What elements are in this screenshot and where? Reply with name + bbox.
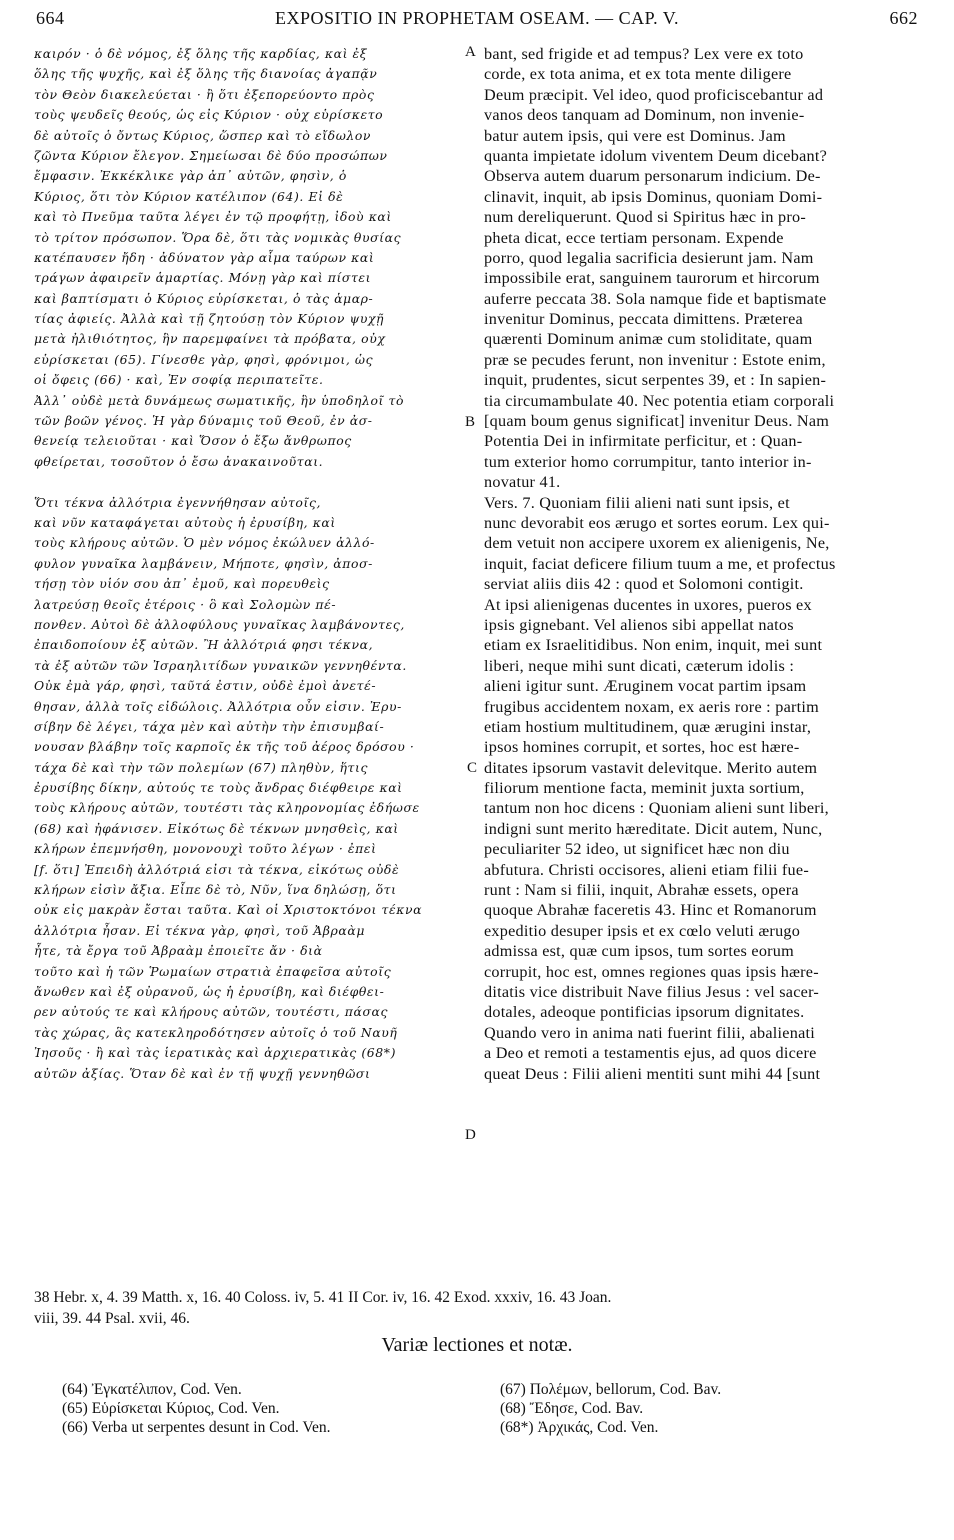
greek-text-line: τὸν Θεὸν διακελεύεται · ἢ ὅτι ἐξεπορεύοντο πρὸς (34, 86, 375, 102)
latin-text-line: præ se pecudes ferunt, non invenitur : Estote enim, (484, 350, 826, 369)
page-number-right: 662 (889, 8, 918, 28)
greek-text-line: μετὰ ἠλιθιότητος, ἣν παρεμφαίνει τὰ πρόβατα, οὐχ (34, 331, 386, 347)
latin-column (484, 44, 914, 1084)
greek-text-line: τοὺς κλήρους αὐτῶν, τουτέστι τὰς κληρονομίας ἐδήωσε (34, 800, 420, 816)
variant-note: (68) Ἔδησε, Cod. Bav. (500, 1400, 644, 1417)
greek-text-line: (68) καὶ ἠφάνισεν. Εἰκότως δὲ τέκνων μνησθεὶς, καὶ (34, 820, 399, 836)
latin-text-line: quoque Abrahæ faceretis 43. Hinc et Romanorum (484, 901, 817, 920)
greek-text-line: καὶ βαπτίσματι ὁ Κύριος εὑρίσκεται, ὁ τὰς ἁμαρ- (34, 290, 374, 306)
latin-text-line: tia circumambulate 40. Nec potentia etiam corporali (484, 391, 835, 410)
latin-text-line: abfutura. Christi occisores, alieni etiam filii fue- (484, 860, 809, 879)
latin-text-line: porro, quod legalia sacrificia desierunt jam. Nam (484, 248, 814, 267)
greek-text-line: τοὺς ψευδεῖς θεούς, ὡς εἰς Κύριον · οὐχ εὑρίσκετο (34, 107, 384, 123)
latin-text-line: clinavit, inquit, ab ipsis Dominus, quoniam Domi- (484, 187, 823, 206)
page-number-left: 664 (36, 8, 65, 28)
variant-note: (64) Ἐγκατέλιπον, Cod. Ven. (62, 1381, 242, 1398)
latin-text-line: Vers. 7. Quoniam filii alieni nati sunt ipsis, et (484, 493, 790, 512)
greek-text-line: κατέπαυσεν ἤδη · ἀδύνατον γὰρ αἷμα ταύρων καὶ (34, 249, 375, 265)
latin-text-line: etiam ex Israelitidibus. Non enim, inquit, mei sunt (484, 636, 823, 655)
latin-text-line: etiam hostium multitudinem, quæ ærugini instar, (484, 717, 812, 736)
greek-text-line: ρεν αὐτούς τε καὶ κλήρους αὐτῶν, τουτέστι, πάσας (34, 1004, 389, 1020)
latin-text-line: dem vetuit non accipere uxorem ex alienigenis, Ne, (484, 534, 830, 553)
latin-text-line: peculiariter 52 ideo, ut significet hæc non diu (484, 840, 790, 859)
latin-text-line: corrupit, hoc est, omnes regiones quas ipsis hære- (484, 962, 819, 981)
latin-text-line: Observa autem duarum personarum indicium. De- (484, 167, 821, 186)
margin-letter-b: B (465, 414, 476, 430)
greek-text-line: αὐτῶν ἀξίας. Ὅταν δὲ καὶ ἐν τῇ ψυχῇ γεννηθῶσι (34, 1065, 371, 1081)
latin-text-line: tum exterior homo corrumpitur, tanto interior in- (484, 452, 812, 471)
latin-text-line: corde, ex tota anima, et ex tota mente diligere (484, 65, 792, 84)
greek-text-line: τήσῃ τὸν υἱόν σου ἀπ᾽ ἐμοῦ, καὶ πορευθεὶς (34, 576, 330, 592)
greek-text-line: οὐκ εἰς μακρὰν ἔσται ταῦτα. Καὶ οἱ Χριστοκτόνοι τέκνα (34, 902, 423, 918)
greek-text-line: εὑρίσκεται (65). Γίνεσθε γὰρ, φησὶ, φρόνιμοι, ὡς (34, 351, 374, 367)
greek-text-line: τοῦτο καὶ ἡ τῶν Ῥωμαίων στρατιὰ ἐπαφεῖσα αὐτοῖς (34, 963, 392, 979)
greek-text-line: τοὺς κλήρους αὐτῶν. Ὁ μὲν νόμος ἐκώλυεν ἀλλό- (34, 535, 375, 551)
latin-text-line: indigni sunt merito hæreditate. Dicit autem, Nunc, (484, 819, 823, 838)
latin-text-line: frugibus accidentem noxam, ex aeris rore : partim (484, 697, 819, 716)
latin-text-line: admissa est, quæ cum ipsos, tum sortes eorum (484, 942, 794, 961)
latin-text-line: ditates ipsorum vastavit delevitque. Merito autem (484, 758, 818, 777)
latin-text-line: runt : Nam si filii, inquit, Abrahæ essets, opera (484, 881, 799, 900)
latin-text-line: alieni igitur sunt. Æruginem vocat partim ipsam (484, 677, 807, 696)
footnote-line: viii, 39. 44 Psal. xvii, 46. (34, 1310, 190, 1327)
greek-text-line: πονθεν. Αὐτοὶ δὲ ἀλλοφύλους γυναῖκας λαμβάνοντες, (34, 616, 405, 632)
latin-text-line: bant, sed frigide et ad tempus? Lex vere ex toto (484, 45, 804, 63)
variant-note: (67) Πολέμων, bellorum, Cod. Bav. (500, 1381, 722, 1398)
variae-right-column (500, 1380, 920, 1437)
greek-text-line: Ἀλλ᾽ οὐδὲ μετὰ δυνάμεως σωματικῆς, ἣν ὑποδηλοῖ τὸ (34, 392, 405, 408)
latin-text-line: quærenti Dominum animæ cum stoliditate, quam (484, 330, 813, 349)
greek-text-line: ἐρυσίβης δίκην, αὐτούς τε τοὺς ἄνδρας διέφθειρε καὶ (34, 780, 403, 796)
greek-text-line: κλήρων ἐπεμνήσθη, μονονουχὶ τοῦτο λέγων · ἐπεὶ (34, 841, 377, 857)
greek-text-line: σίβην δὲ λέγει, τάχα μὲν καὶ αὐτὴν τὴν ἐπισυμβαί- (34, 718, 385, 734)
running-header (36, 8, 918, 34)
greek-text-line: τῶν βοῶν γένος. Ἡ γὰρ δύναμις τοῦ Θεοῦ, ἐν ἀσ- (34, 413, 373, 429)
latin-text-line: novatur 41. (484, 473, 561, 492)
greek-text-line: Ἰησοῦς · ἢ καὶ τὰς ἱερατικὰς καὶ ἀρχιερατικὰς (68*) (34, 1045, 397, 1061)
latin-text-line: batur autem ipsis, qui vere est Dominus. Jam (484, 126, 786, 145)
greek-text-line: Ὅτι τέκνα ἀλλότρια ἐγεννήθησαν αὐτοῖς, (34, 494, 322, 510)
greek-text-line: νουσαν βλάβην τοῖς καρποῖς ἐκ τῆς τοῦ ἀέρος δρόσου · (34, 739, 415, 755)
greek-text-line: δὲ αὐτοῖς ὁ ὄντως Κύριος, ὥσπερ καὶ τὸ εἴδωλον (34, 127, 372, 143)
latin-text-line: impossibile erat, sanguinem taurorum et hircorum (484, 269, 820, 288)
latin-text-line: expeditio desuper ipsis et ex cœlo veluti ærugo (484, 921, 801, 940)
variant-note: (65) Εὑρίσκεται Κύριος, Cod. Ven. (62, 1400, 280, 1417)
footnote-line: 38 Hebr. x, 4. 39 Matth. x, 16. 40 Coloss. iv, 5. 41 II Cor. iv, 16. 42 Exod. xxxiv, 16. 43 Joan. (34, 1289, 612, 1306)
margin-letter-a: A (465, 44, 476, 60)
latin-text-line: serviat aliis diis 42 : quod et Solomoni contigit. (484, 575, 804, 594)
running-title: EXPOSITIO IN PROPHETAM OSEAM. — CAP. V. (275, 8, 679, 28)
greek-text-line: τράγων ἀφαιρεῖν ἁμαρτίας. Μόνῃ γὰρ καὶ πίστει (34, 270, 372, 286)
latin-text-line: Deum præcipit. Vel ideo, quod proficiscebantur ad (484, 85, 824, 104)
greek-text-line: τίας ἀφιείς. Ἀλλὰ καὶ τῇ ζητούσῃ τὸν Κύριον ψυχῇ (34, 311, 385, 327)
greek-text-line: οἱ ὄφεις (66) · καὶ, Ἐν σοφίᾳ περιπατεῖτε. (34, 372, 324, 388)
greek-text-line: θησαν, ἀλλὰ τοῖς εἰδώλοις. Ἀλλότρια οὖν εἰσιν. Ἐρυ- (34, 698, 402, 714)
greek-text-line: καιρόν · ὁ δὲ νόμος, ἐξ ὅλης τῆς καρδίας, καὶ ἐξ (34, 46, 368, 61)
latin-text-line: num dereliquerunt. Quod si Spiritus hæc in pro- (484, 208, 806, 227)
greek-text-line: ἐπαιδοποίουν ἐξ αὐτῶν. Ἢ ἀλλότριά φησι τέκνα, (34, 637, 374, 653)
latin-text-line: liberi, neque mihi sunt dicati, cæterum idolis : (484, 656, 795, 675)
greek-text-line (34, 472, 462, 492)
variant-note: (66) Verba ut serpentes desunt in Cod. Ven. (62, 1419, 331, 1436)
latin-text-line: inquit, faciat deficere filium tuum a me, et profectus (484, 554, 836, 573)
greek-text-line: ἦτε, τὰ ἔργα τοῦ Ἀβραὰμ ἐποιεῖτε ἄν · διὰ (34, 943, 323, 959)
latin-text-line: At ipsi alienigenas ducentes in uxores, pueros ex (484, 595, 812, 614)
margin-letter-c: C (467, 760, 478, 776)
greek-text-line: Κύριος, ὅτι τὸν Κύριον κατέλιπον (64). Εἰ δὲ (34, 188, 344, 204)
latin-text-line: [quam boum genus significat] invenitur Deus. Nam (484, 412, 830, 431)
footnotes (34, 1287, 918, 1329)
latin-text-line: quanta impietate idolum viventem Deum dicebant? (484, 146, 828, 165)
greek-text-line: θενείᾳ τελειοῦται · καὶ Ὅσον ὁ ἔξω ἄνθρωπος (34, 433, 352, 449)
greek-text-line: λατρεύσῃ θεοῖς ἑτέροις · ὃ καὶ Σολομὼν πέ- (34, 596, 337, 612)
latin-text-line: tantum non hoc dicens : Quoniam alieni sunt liberi, (484, 799, 829, 818)
latin-text-line: vanos deos tanquam ad Dominum, non invenie- (484, 106, 805, 125)
variant-note: (68*) Ἀρχικάς, Cod. Ven. (500, 1419, 659, 1436)
greek-text-line: κλήρων εἰσὶν ἄξια. Εἶπε δὲ τὸ, Νῦν, ἵνα δηλώσῃ, ὅτι (34, 882, 397, 898)
greek-text-line: ζῶντα Κύριον ἔλεγον. Σημείωσαι δὲ δύο προσώπων (34, 147, 388, 163)
latin-text-line: auferre peccata 38. Sola namque fide et baptismate (484, 289, 827, 308)
greek-text-line: ἄνωθεν καὶ ἐξ οὐρανοῦ, ὡς ἡ ἐρυσίβη, καὶ διέφθει- (34, 983, 385, 999)
greek-text-line: [f. ὅτι] Ἐπειδὴ ἀλλότριά εἰσι τὰ τέκνα, εἰκότως οὐδὲ (34, 861, 400, 877)
greek-text-line: καὶ νῦν καταφάγεται αὐτοὺς ἡ ἐρυσίβη, καὶ (34, 514, 336, 530)
latin-text-line: dotales, adeoque pontificias ipsorum dignitates. (484, 1003, 805, 1022)
greek-text-line: τὰ ἐξ αὐτῶν τῶν Ἰσραηλιτίδων γυναικῶν γεννηθέντα. (34, 657, 407, 673)
latin-text-line: Potentia Dei in infirmitate perficitur, et : Quan- (484, 432, 803, 451)
greek-text-line: ὅλης τῆς ψυχῆς, καὶ ἐξ ὅλης τῆς διανοίας ἀγαπᾷν (34, 66, 378, 82)
greek-text-line: τὸ τρίτον πρόσωπον. Ὅρα δὲ, ὅτι τὰς νομικὰς θυσίας (34, 229, 402, 245)
latin-text-line: queat Deus : Filii alieni mentiti sunt mihi 44 [sunt (484, 1064, 821, 1083)
variae-left-column (62, 1380, 482, 1437)
latin-text-line: a Deo et remoti a testamentis ejus, ad quos dicere (484, 1044, 817, 1063)
latin-text-line: inquit, prudentes, sicut serpentes 39, et : In sapien- (484, 371, 827, 390)
greek-text-line: φθείρεται, τοσοῦτον ὁ ἔσω ἀνακαινοῦται. (34, 453, 324, 469)
latin-text-line: pheta dicat, ecce tertiam personam. Expende (484, 228, 784, 247)
greek-text-line: φυλον γυναῖκα λαμβάνειν, Μήποτε, φησὶν, ἀποσ- (34, 555, 373, 571)
greek-text-line: τὰς χώρας, ἃς κατεκληροδότησεν αὐτοῖς ὁ τοῦ Ναυῆ (34, 1024, 398, 1040)
greek-column (34, 44, 462, 1084)
latin-text-line: Quando vero in anima nati fuerint filii, abalienati (484, 1023, 815, 1042)
latin-text-line: filiorum mentione facta, meminit juxta sortium, (484, 779, 805, 798)
greek-text-line: καὶ τὸ Πνεῦμα ταῦτα λέγει ἐν τῷ προφήτῃ, ἰδοὺ καὶ (34, 209, 392, 225)
margin-letter-d: D (465, 1127, 476, 1143)
latin-text-line: ditatis vice distribuit Nave filius Jesus : vel sacer- (484, 982, 820, 1001)
latin-text-line: ipsos homines corrupit, et sortes, hoc est hære- (484, 738, 800, 757)
greek-text-line: Οὐκ ἐμὰ γάρ, φησὶ, ταῦτά ἐστιν, οὐδὲ ἐμοὶ ἀνετέ- (34, 678, 377, 694)
greek-text-line: ἀλλότρια ἦσαν. Εἰ τέκνα γὰρ, φησὶ, τοῦ Ἀβραὰμ (34, 922, 365, 938)
variae-lectiones-title: Variæ lectiones et notæ. (381, 1334, 573, 1356)
greek-text-line: τάχα δὲ καὶ τὴν τῶν πολεμίων (67) πληθὺν, ἥτις (34, 759, 369, 775)
latin-text-line: invenitur Dominus, peccata dimittens. Præterea (484, 310, 803, 329)
latin-text-line: ipsis gignebant. Vel alienos sibi appellat natos (484, 615, 794, 634)
latin-text-line: nunc devorabit eos ærugo et sortes eorum. Lex qui- (484, 513, 830, 532)
greek-text-line: ἔμφασιν. Ἐκκέκλικε γὰρ ἀπ᾽ αὐτῶν, φησὶν, ὁ (34, 168, 347, 184)
